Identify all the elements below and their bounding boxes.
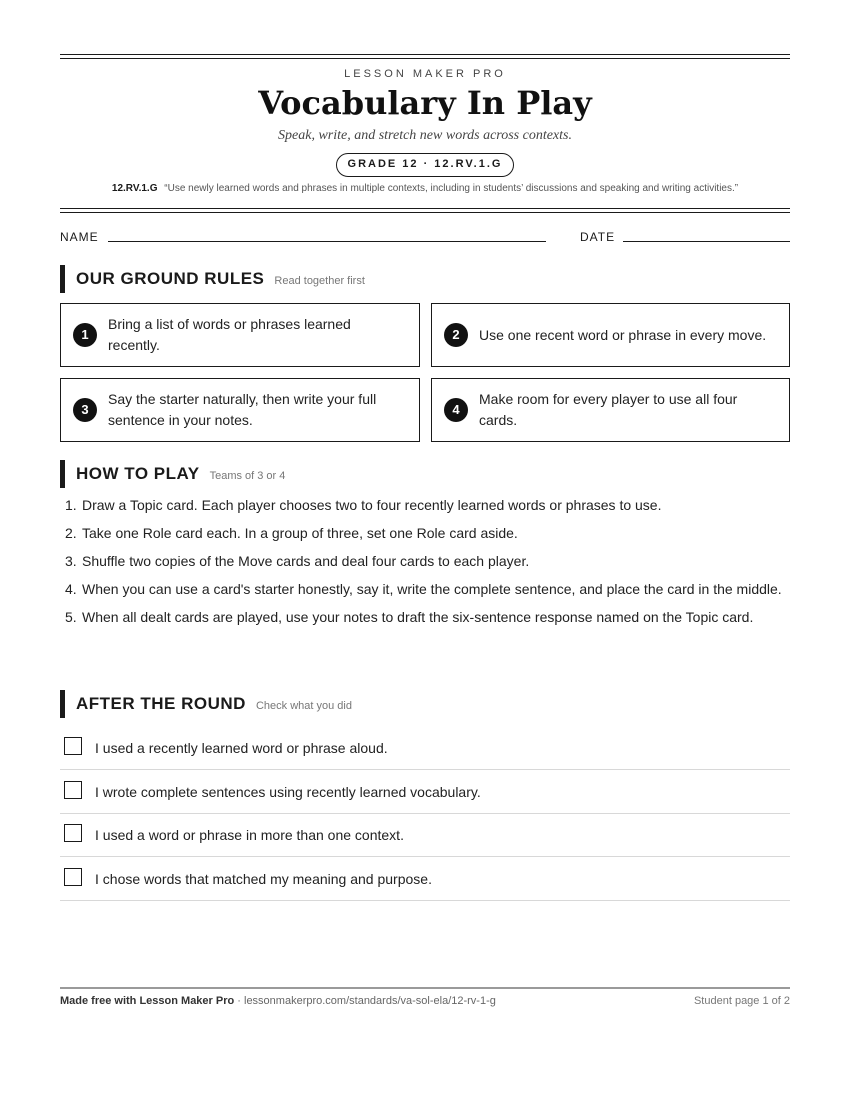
step-number: 5. [65,609,77,625]
step-number: 3. [65,553,77,569]
checklist-item [60,857,790,901]
footer-url[interactable]: · lessonmakerpro.com/standards/va-sol-ela/12-rv-1-g [234,995,496,1007]
ground-rule-card [60,378,420,442]
footer-rule [60,987,790,989]
checkbox[interactable] [64,781,82,799]
checkbox[interactable] [64,868,82,886]
how-to-play-title: HOW TO PLAY [76,464,200,483]
step-text: Shuffle two copies of the Move cards and deal four cards to each player. [82,553,530,569]
page-subtitle: Speak, write, and stretch new words across contexts. [278,128,572,143]
top-double-rule [60,54,790,59]
checkbox[interactable] [64,824,82,842]
name-label: NAME [60,230,99,244]
page-title: Vocabulary In Play [258,84,592,122]
checklist-text: I used a recently learned word or phrase aloud. [95,739,388,756]
ground-rule-card [431,303,790,367]
footer-credit [60,995,496,1007]
step-text: Take one Role card each. In a group of three, set one Role card aside. [82,525,518,541]
step-text: Draw a Topic card. Each player chooses two to four recently learned words or phrases to use. [82,497,662,513]
rule-text: Make room for every player to use all four cards. [479,391,738,428]
header-double-rule [60,208,790,213]
ground-rules-note: Read together first [274,274,365,287]
step-item [60,550,790,572]
rule-number-badge: 3 [73,398,97,422]
footer-page-number: Student page 1 of 2 [693,995,790,1007]
step-item [60,606,790,628]
standard-text: “Use newly learned words and phrases in multiple contexts, including in students’ discussions and speaking and writing activities.” [164,183,739,194]
step-text: When you can use a card's starter honestly, say it, write the complete sentence, and place the card in the middle. [82,581,782,597]
date-label: DATE [580,230,616,244]
rule-text: Say the starter naturally, then write your full sentence in your notes. [108,391,377,428]
rule-text: Use one recent word or phrase in every move. [479,326,767,343]
ground-rules-title: OUR GROUND RULES [76,269,265,288]
how-to-play-steps [60,494,790,634]
checklist-item [60,726,790,770]
checkbox[interactable] [64,737,82,755]
standard-statement [60,183,790,194]
checklist-text: I wrote complete sentences using recently learned vocabulary. [95,783,481,800]
step-text: When all dealt cards are played, use your notes to draft the six-sentence response named on the Topic card. [82,609,754,625]
after-round-title: AFTER THE ROUND [76,694,246,713]
checklist-item [60,813,790,857]
footer-made-with: Made free with Lesson Maker Pro [60,995,235,1007]
step-item [60,494,790,516]
how-to-play-note: Teams of 3 or 4 [209,469,286,482]
brand-name: LESSON MAKER PRO [344,68,506,80]
date-field-line[interactable] [623,241,790,242]
step-number: 1. [65,497,77,513]
step-item [60,522,790,544]
step-item [60,578,790,600]
how-to-play-heading [60,460,285,488]
after-round-heading [60,690,352,718]
checklist-item [60,770,790,814]
checklist-text: I used a word or phrase in more than one context. [95,826,404,843]
checklist-text: I chose words that matched my meaning and purpose. [95,870,432,887]
ground-rule-card [60,303,420,367]
step-number: 4. [65,581,77,597]
rule-number-badge: 2 [444,323,468,347]
rule-number-badge: 1 [73,323,97,347]
standard-code: 12.RV.1.G [111,183,158,194]
ground-rules-heading [60,265,365,293]
grade-badge: GRADE 12 · 12.RV.1.G [336,153,514,177]
ground-rule-card [431,378,790,442]
rule-text: Bring a list of words or phrases learned recently. [108,316,351,353]
after-round-note: Check what you did [255,699,352,712]
rule-number-badge: 4 [444,398,468,422]
name-field-line[interactable] [108,241,546,242]
step-number: 2. [65,525,77,541]
